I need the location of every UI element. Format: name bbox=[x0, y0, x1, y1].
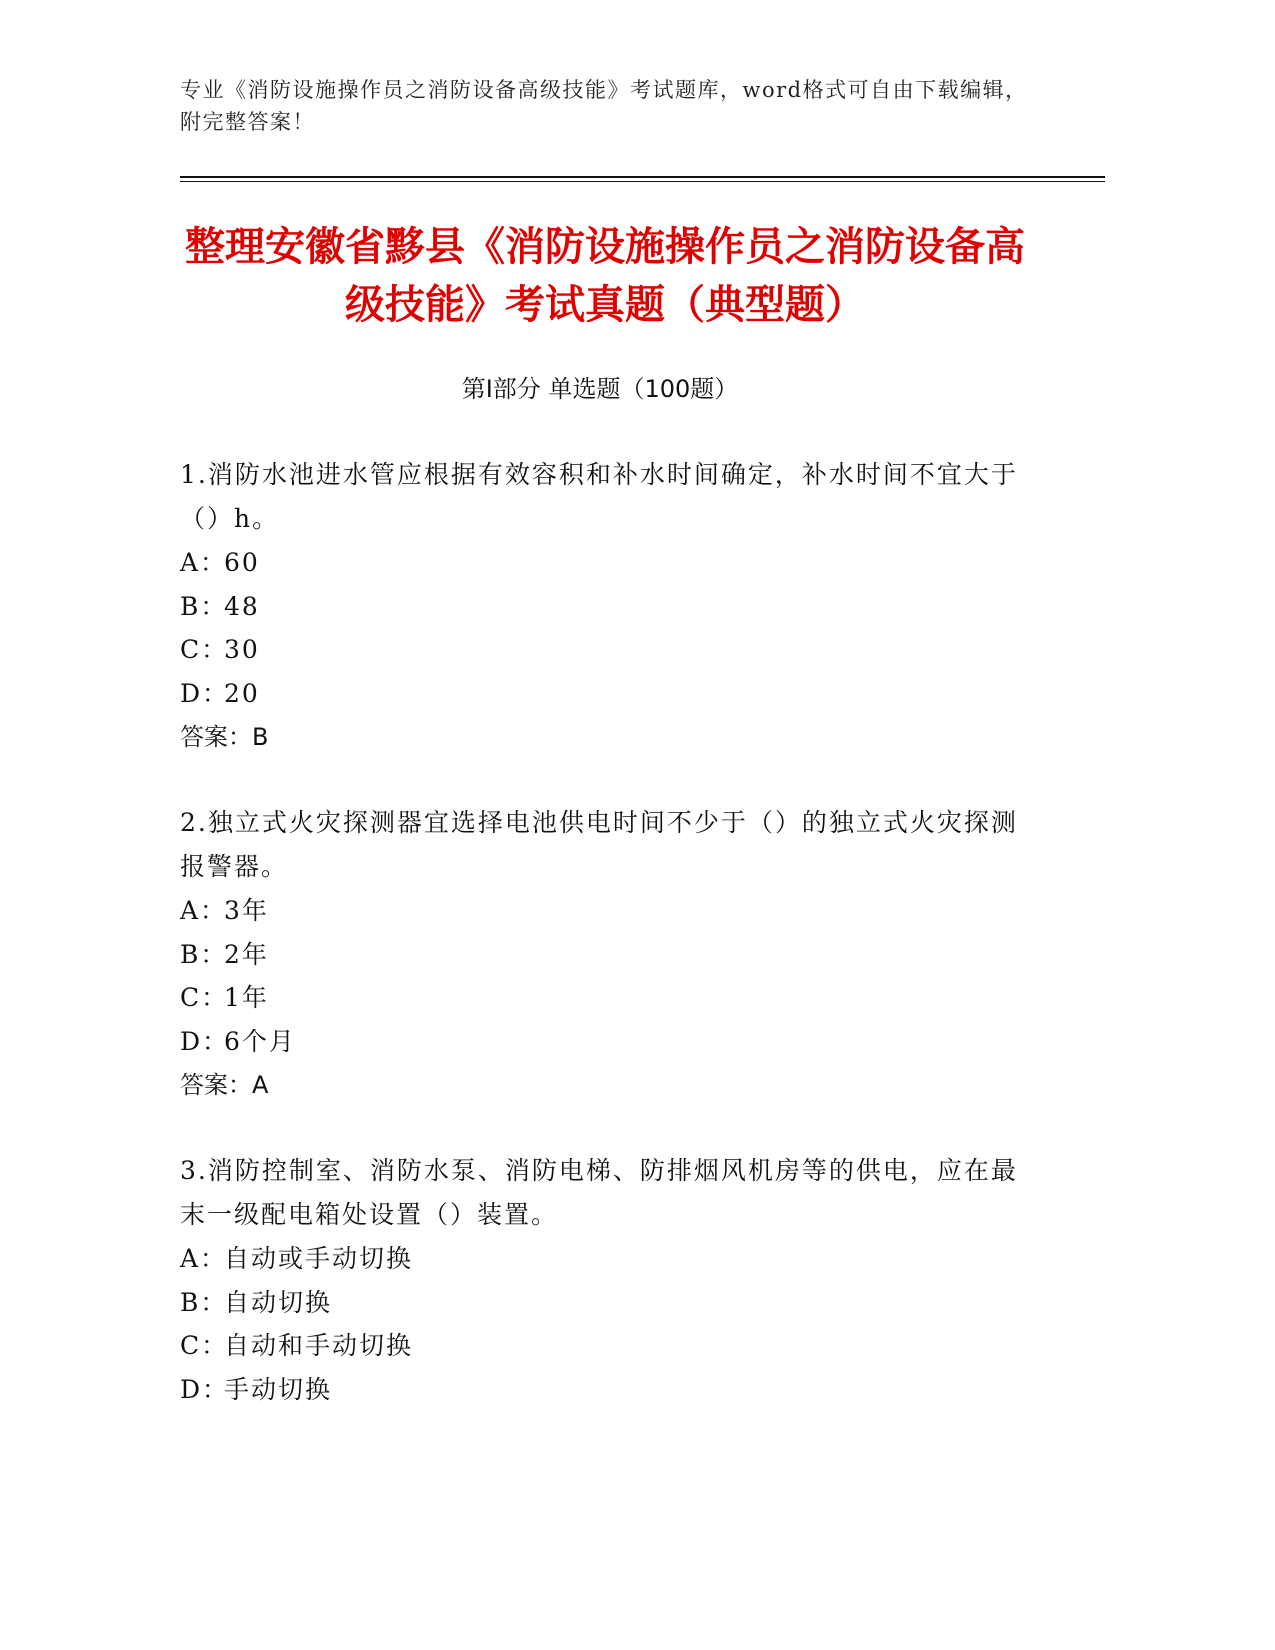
option-label: A： bbox=[180, 1244, 228, 1273]
section-heading: 第I部分 单选题（100题） bbox=[461, 375, 739, 403]
option-label: D： bbox=[180, 1026, 230, 1056]
option-text: 自动和手动切换 bbox=[224, 1331, 414, 1360]
option-label: C： bbox=[180, 983, 229, 1012]
option-label: B： bbox=[180, 939, 228, 969]
document-title: 整理安徽省黟县《消防设施操作员之消防设备高级技能》考试真题（典型题） bbox=[185, 224, 1025, 328]
answer: 答案：A bbox=[180, 1071, 269, 1099]
header-note: 专业《消防设施操作员之消防设备高级技能》考试题库，word格式可自由下载编辑，附完整答案！ bbox=[180, 78, 1028, 134]
option-label: D： bbox=[180, 1374, 230, 1404]
option-a bbox=[180, 889, 1030, 933]
option-text: 30 bbox=[224, 635, 260, 664]
option-text: 手动切换 bbox=[224, 1374, 333, 1404]
option-a bbox=[180, 541, 1030, 585]
option-text: 60 bbox=[224, 548, 260, 577]
option-text: 20 bbox=[224, 678, 260, 708]
option-text: 自动或手动切换 bbox=[224, 1244, 414, 1273]
option-b bbox=[180, 933, 1030, 977]
option-text: 6个月 bbox=[224, 1026, 296, 1056]
option-label: D： bbox=[180, 678, 230, 708]
option-text: 自动切换 bbox=[224, 1287, 333, 1317]
header-divider-thick bbox=[180, 176, 1105, 178]
option-text: 2年 bbox=[224, 939, 269, 969]
question-1 bbox=[180, 453, 1030, 759]
option-a bbox=[180, 1237, 1030, 1281]
option-text: 1年 bbox=[224, 983, 269, 1012]
option-text: 48 bbox=[224, 591, 260, 621]
question-stem: 2.独立式火灾探测器宜选择电池供电时间不少于（）的独立式火灾探测报警器。 bbox=[180, 808, 1018, 881]
option-d bbox=[180, 672, 1030, 716]
option-b bbox=[180, 585, 1030, 629]
option-label: B： bbox=[180, 1287, 228, 1317]
option-d bbox=[180, 1020, 1030, 1064]
option-c bbox=[180, 1324, 1030, 1368]
option-label: C： bbox=[180, 635, 229, 664]
question-stem: 3.消防控制室、消防水泵、消防电梯、防排烟风机房等的供电，应在最末一级配电箱处设置（）装置。 bbox=[180, 1156, 1018, 1229]
option-label: A： bbox=[180, 548, 228, 577]
option-d bbox=[180, 1368, 1030, 1412]
answer: 答案：B bbox=[180, 723, 269, 751]
question-stem: 1.消防水池进水管应根据有效容积和补水时间确定，补水时间不宜大于（）h。 bbox=[180, 460, 1018, 533]
option-text: 3年 bbox=[224, 896, 269, 925]
question-2 bbox=[180, 801, 1030, 1107]
option-label: B： bbox=[180, 591, 228, 621]
header-divider-thin bbox=[180, 181, 1105, 182]
option-label: A： bbox=[180, 896, 228, 925]
option-c bbox=[180, 976, 1030, 1020]
option-c bbox=[180, 628, 1030, 672]
option-b bbox=[180, 1281, 1030, 1325]
question-3 bbox=[180, 1149, 1030, 1411]
option-label: C： bbox=[180, 1331, 229, 1360]
